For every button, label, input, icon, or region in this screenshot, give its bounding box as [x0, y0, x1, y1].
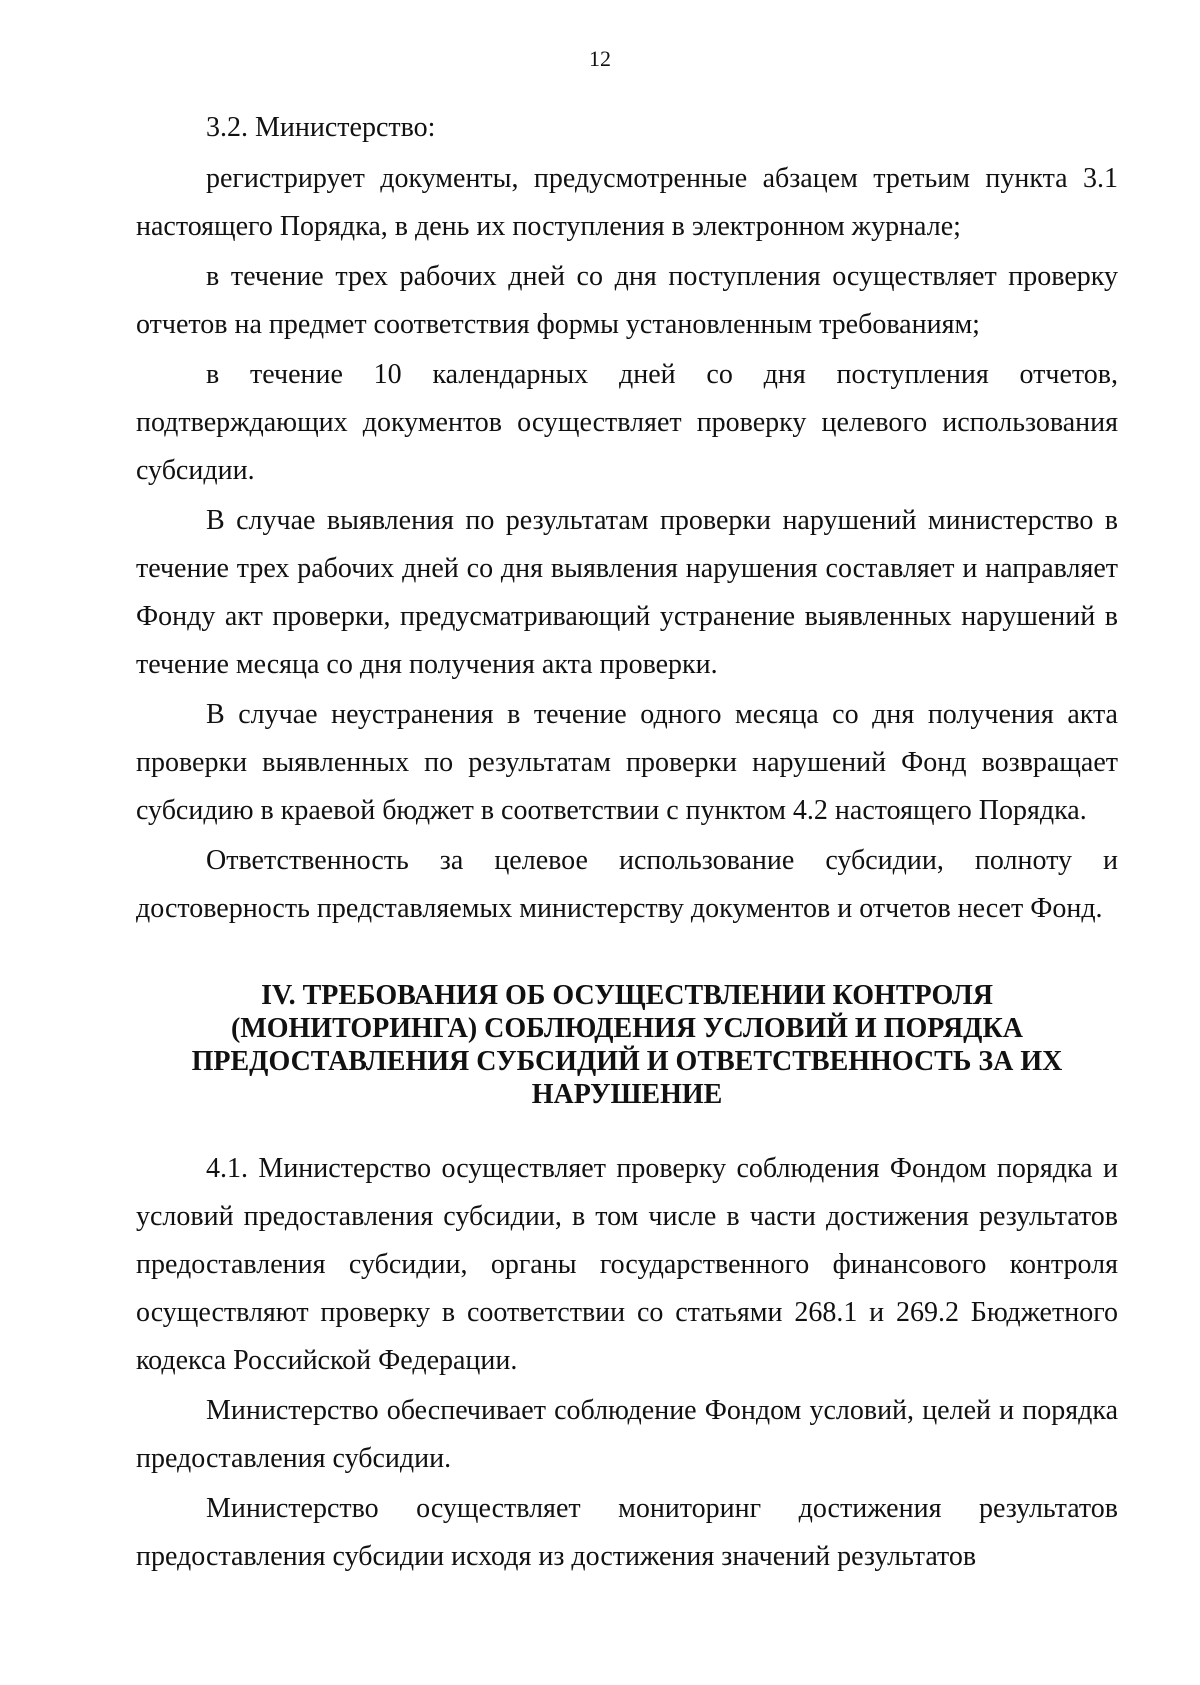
- clause-3-2-target-use-check: в течение 10 календарных дней со дня поступления отчетов, подтверждающих документов осуществляет проверку целевого использования субсидии.: [136, 359, 1118, 486]
- page-number: 12: [589, 46, 611, 71]
- clause-violations-act: В случае выявления по результатам проверки нарушений министерство в течение трех рабочих дней со дня выявления нарушения составляет и направляет Фонду акт проверки, предусматривающий устранение выявленных нарушений в течение месяца со дня получения акта проверки.: [136, 505, 1118, 680]
- clause-4-1-compliance: Министерство обеспечивает соблюдение Фондом условий, целей и порядка предоставления субсидии.: [136, 1395, 1118, 1474]
- document-body: [136, 104, 1118, 1583]
- clause-subsidy-return: В случае неустранения в течение одного месяца со дня получения акта проверки выявленных по результатам проверки нарушений Фонд возвращает субсидию в краевой бюджет в соответствии с пунктом 4.2 настоящего Порядка.: [136, 699, 1118, 826]
- clause-responsibility: Ответственность за целевое использование субсидии, полноту и достоверность представляемых министерству документов и отчетов несет Фонд.: [136, 845, 1118, 924]
- section-4-heading: IV. ТРЕБОВАНИЯ ОБ ОСУЩЕСТВЛЕНИИ КОНТРОЛЯ (МОНИТОРИНГА) СОБЛЮДЕНИЯ УСЛОВИЙ И ПОРЯДКА ПРЕДОСТАВЛЕНИЯ СУБСИДИЙ И ОТВЕТСТВЕННОСТЬ ЗА ИХ НАРУШЕНИЕ: [191, 980, 1063, 1110]
- clause-3-2-intro: 3.2. Министерство:: [206, 112, 436, 143]
- clause-4-1: 4.1. Министерство осуществляет проверку соблюдения Фондом порядка и условий предоставления субсидии, в том числе в части достижения результатов предоставления субсидии, органы государственного финансового контроля осуществляют проверку в соответствии со статьями 268.1 и 269.2 Бюджетного кодекса Российской Федерации.: [136, 1153, 1118, 1376]
- clause-3-2-form-check: в течение трех рабочих дней со дня поступления осуществляет проверку отчетов на предмет соответствия формы установленным требованиям;: [136, 261, 1118, 340]
- clause-3-2-registration: регистрирует документы, предусмотренные абзацем третьим пункта 3.1 настоящего Порядка, в день их поступления в электронном журнале;: [136, 163, 1118, 242]
- clause-4-1-monitoring: Министерство осуществляет мониторинг достижения результатов предоставления субсидии исходя из достижения значений результатов: [136, 1493, 1118, 1572]
